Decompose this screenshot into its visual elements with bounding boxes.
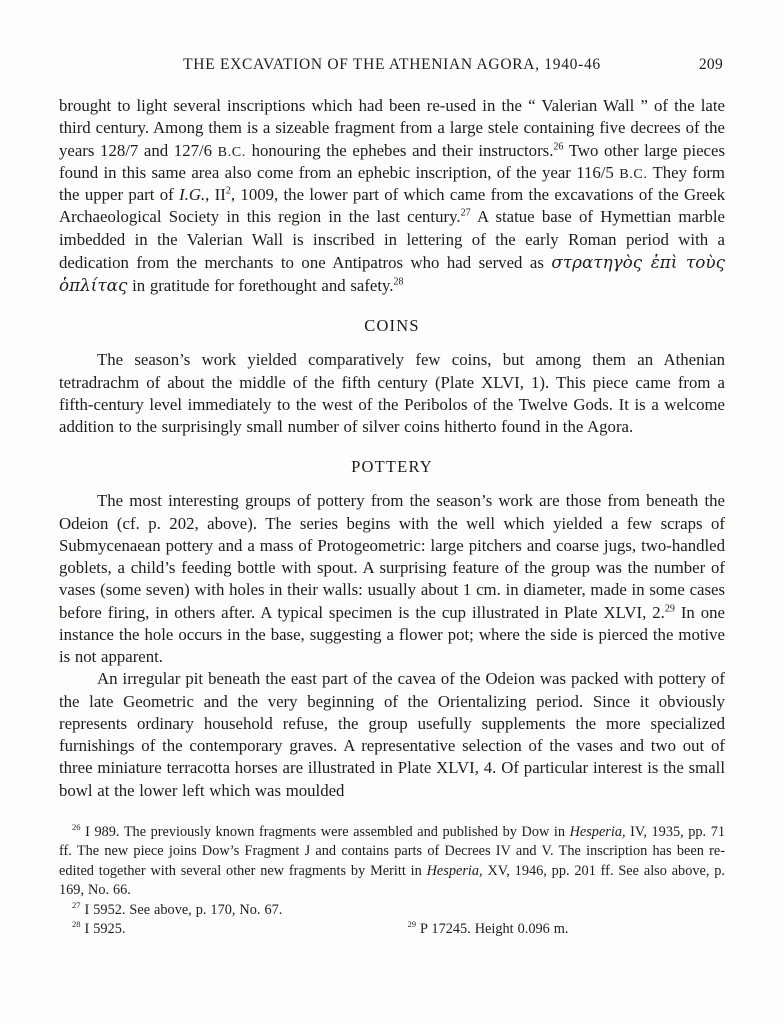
page-header — [59, 56, 725, 74]
text-run: , 1009, the lower part of which came from the excavations of the Greek Archaeological Society in this region in the last century. — [59, 185, 725, 227]
greek-phrase: στρατηγὸς ἐπὶ τοὺς ὁπλίτας — [59, 251, 726, 295]
text-run: in gratitude for forethought and safety. — [127, 276, 394, 295]
text-run: POTTERY — [351, 457, 433, 477]
footnote-marker: 29 — [407, 919, 417, 930]
text-run: honouring the ephebes and their instructors. — [245, 140, 554, 160]
text-run: I 5952. See above, p. 170, No. 67. — [80, 901, 283, 918]
paragraph-pottery-2 — [59, 668, 725, 802]
section-heading-pottery — [59, 457, 725, 477]
footnote-marker: 27 — [72, 899, 81, 910]
text-run: B.C. — [619, 165, 648, 182]
text-run: The most interesting groups of pottery from the season’s work are those from beneath the Odeion (cf. p. 202, above). The series begins with the well which yielded a few scraps of Submycenaean pottery and a mass of Protogeometric: large pitchers and coarse jugs, two-handled goblets, a child’s feeding bottle with spout. A surprising feature of the group was the number of vases (some seven) with holes in their walls: usually about 1 cm. in diameter, made in some cases before firing, in others after. A typical specimen is the cup illustrated in Plate XLVI, 2. — [59, 491, 725, 622]
footnote-marker: 28 — [393, 276, 404, 288]
text-run: P 17245. Height 0.096 m. — [416, 920, 569, 937]
text-run: Two other large pieces found in this same area also come from an ephebic inscription, of the year 116/5 — [59, 140, 725, 182]
footnote-marker: 2 — [225, 185, 231, 197]
text-run: A statue base of Hymettian marble imbedded in the Valerian Wall is inscribed in lettering of the early Roman period with a dedication from the merchants to one Antipatros who had served as — [59, 207, 725, 272]
footnote-marker: 29 — [664, 602, 675, 614]
text-run: They form the upper part of — [59, 162, 725, 204]
text-run: The season’s work yielded comparatively few coins, but among them an Athenian tetradrachm of about the middle of the fifth century (Plate XLVI, 1). This piece came from a fifth-century level immediately to the west of the Peribolos of the Twelve Gods. It is a welcome addition to the surprisingly small number of silver coins hitherto found in the Agora. — [59, 350, 725, 436]
article-body — [59, 95, 725, 802]
text-run: I 5925. — [80, 920, 126, 937]
italic-text: I.G. — [179, 185, 206, 204]
paragraph-pottery-1 — [59, 490, 725, 668]
paragraph-inscriptions — [59, 95, 725, 297]
italic-text: Hesperia — [569, 823, 622, 840]
text-run: , XV, 1946, pp. 201 ff. See also above, p. 169, No. 66. — [59, 862, 725, 899]
running-title: THE EXCAVATION OF THE ATHENIAN AGORA, 1940-46 — [183, 56, 601, 73]
footnote-26 — [59, 823, 725, 901]
text-run: B.C. — [217, 143, 246, 160]
text-run: In one instance the hole occurs in the base, suggesting a flower pot; where the side is pierced the motive is not apparent. — [59, 602, 725, 666]
paragraph-coins — [59, 349, 725, 438]
text-run: COINS — [364, 316, 420, 336]
italic-text: Hesperia — [426, 862, 480, 879]
footnote-27 — [59, 901, 725, 920]
footnote-marker: 27 — [460, 207, 471, 219]
page-number: 209 — [698, 56, 723, 73]
text-run: I 989. The previously known fragments were assembled and published by Dow in — [80, 823, 570, 840]
footnote-marker: 26 — [553, 140, 564, 152]
section-heading-coins — [59, 316, 725, 336]
text-run: An irregular pit beneath the east part of the cavea of the Odeion was packed with pottery of the late Geometric and the very beginning of the Orientalizing period. Since it obviously represents ordinary household refuse, the group usefully supplements the more specialized furnishings of the contemporary graves. A representative selection of the vases and two out of three miniature terracotta horses are illustrated in Plate XLVI, 4. Of particular interest is the small bowl at the lower left which was moulded — [59, 669, 725, 800]
footnote-28-29 — [59, 920, 725, 939]
text-run: , IV, 1935, pp. 71 ff. The new piece joins Dow’s Fragment J and contains parts of Decrees IV and V. The inscription has been re-edited together with several other new fragments by Meritt in — [59, 823, 725, 879]
footnotes — [59, 823, 725, 940]
footnote-marker: 26 — [72, 821, 81, 832]
text-run: , II — [205, 185, 226, 204]
footnote-marker: 28 — [72, 919, 81, 930]
text-run: brought to light several inscriptions which had been re-used in the “ Valerian Wall ” of the late third century. Among them is a sizeable fragment from a large stele containing five decrees of the years 128/7 and 127/6 — [59, 96, 725, 160]
